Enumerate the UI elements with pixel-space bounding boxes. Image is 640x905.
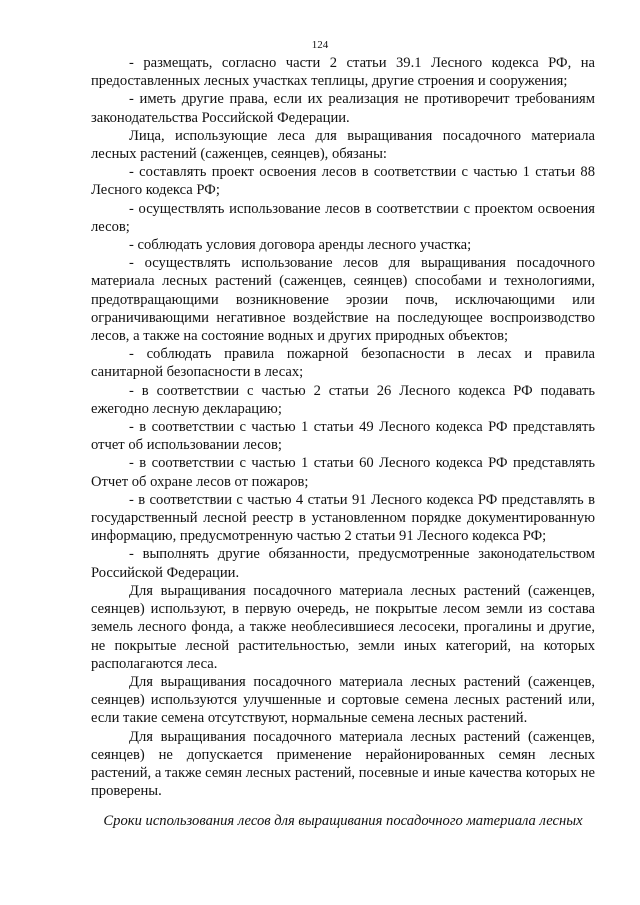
paragraph: - в соответствии с частью 1 статьи 49 Лесного кодекса РФ представлять отчет об использовании лесов; [91, 419, 595, 454]
paragraph: Для выращивания посадочного материала лесных растений (саженцев, сеянцев) используют, в первую очередь, не покрытые лесом земли из состава земель лесного фонда, а также необлесившиеся лесосеки, прогалины и другие, не покрытые лесной растительностью, земли иных категорий, на которых располагаются леса. [91, 582, 595, 672]
paragraph: Лица, использующие леса для выращивания посадочного материала лесных растений (саженцев, сеянцев), обязаны: [91, 127, 595, 163]
paragraph: Для выращивания посадочного материала лесных растений (саженцев, сеянцев) используются улучшенные и сортовые семена лесных растений или, если такие семена отсутствуют, нормальные семена лесных растений. [91, 673, 595, 727]
document-body [91, 54, 595, 800]
paragraph: - в соответствии с частью 2 статьи 26 Лесного кодекса РФ подавать ежегодно лесную декларацию; [91, 382, 595, 417]
paragraph: - иметь другие права, если их реализация не противоречит требованиям законодательства Российской Федерации. [91, 91, 595, 126]
page-number: 124 [311, 39, 329, 51]
paragraph: - соблюдать условия договора аренды лесного участка; [129, 237, 472, 254]
paragraph: - составлять проект освоения лесов в соответствии с частью 1 статьи 88 Лесного кодекса РФ; [91, 164, 595, 199]
section-heading: Сроки использования лесов для выращивания посадочного материала лесных [103, 813, 583, 829]
paragraph: - осуществлять использование лесов в соответствии с проектом освоения лесов; [91, 200, 595, 235]
paragraph: - осуществлять использование лесов для выращивания посадочного материала лесных растений (саженцев, сеянцев) способами и технологиями, предотвращающими возникновение эрозии почв, исключающими или ограничивающими негативное воздействие на последующее воспроизводство лесов, а также на состояние водных и других природных объектов; [91, 255, 595, 345]
paragraph: Для выращивания посадочного материала лесных растений (саженцев, сеянцев) не допускается применение нерайонированных семян лесных растений, а также семян лесных растений, посевные и иные качества которых не проверены. [91, 728, 595, 800]
paragraph: - выполнять другие обязанности, предусмотренные законодательством Российской Федерации. [91, 546, 595, 581]
paragraph: - в соответствии с частью 4 статьи 91 Лесного кодекса РФ представлять в государственный лесной реестр в установленном порядке документированную информацию, предусмотренную частью 2 статьи 91 Лесного кодекса РФ; [91, 491, 595, 545]
paragraph: - в соответствии с частью 1 статьи 60 Лесного кодекса РФ представлять Отчет об охране лесов от пожаров; [91, 455, 595, 490]
paragraph: - соблюдать правила пожарной безопасности в лесах и правила санитарной безопасности в лесах; [91, 346, 595, 381]
paragraph: - размещать, согласно части 2 статьи 39.1 Лесного кодекса РФ, на предоставленных лесных участках теплицы, другие строения и сооружения; [91, 55, 595, 90]
